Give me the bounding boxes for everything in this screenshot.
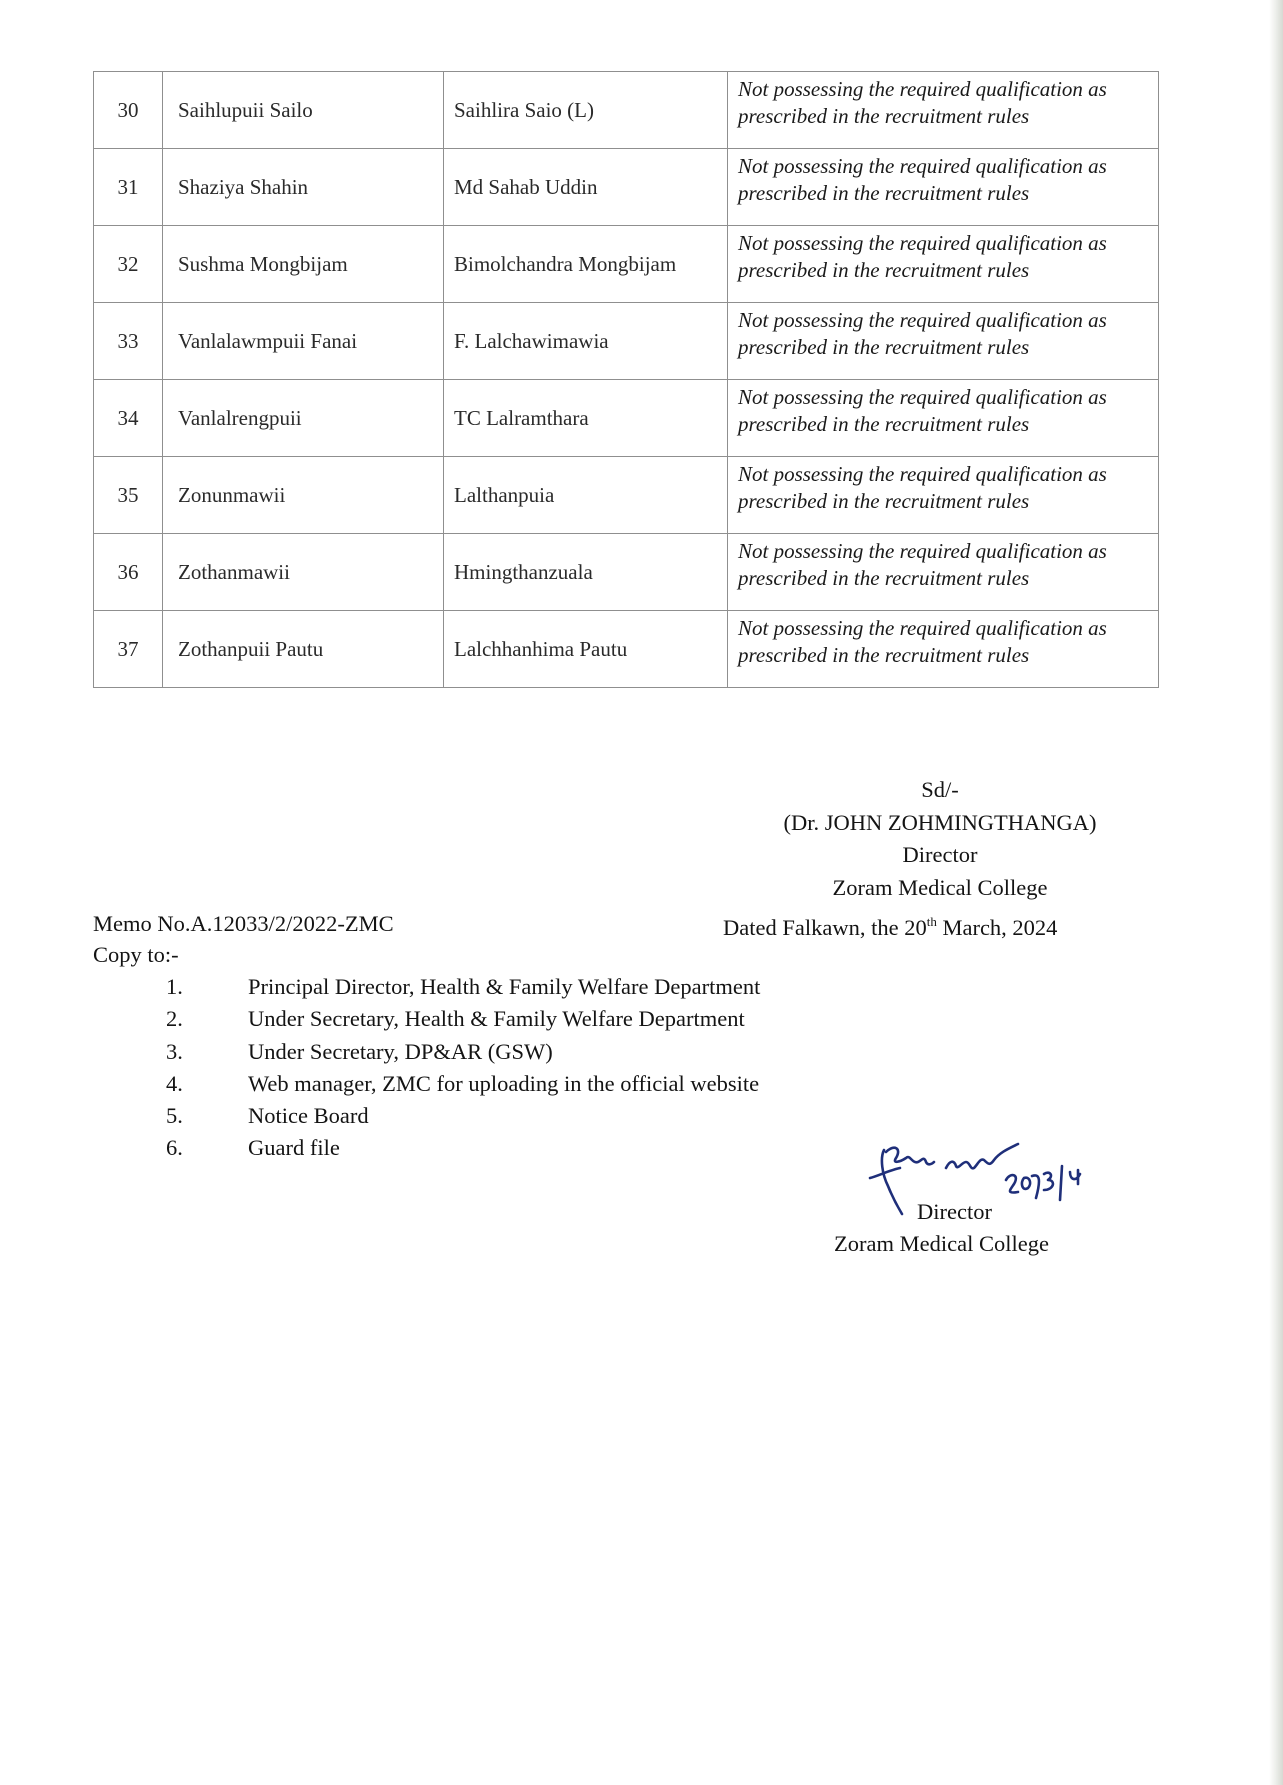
sd-mark: Sd/- — [921, 777, 959, 802]
copy-to-list — [166, 971, 760, 1165]
candidate-name: Vanlalawmpuii Fanai — [163, 303, 444, 380]
copy-to-number: 5. — [166, 1103, 183, 1129]
signature-stroke — [946, 1144, 1018, 1168]
remark — [728, 611, 1159, 688]
table-row — [94, 149, 1159, 226]
table-row — [94, 534, 1159, 611]
father-name: Lalthanpuia — [444, 457, 728, 534]
remark-line: prescribed in the recruitment rules — [738, 181, 1030, 205]
candidate-name: Sushma Mongbijam — [163, 226, 444, 303]
candidate-name: Zonunmawii — [163, 457, 444, 534]
candidate-name: Saihlupuii Sailo — [163, 72, 444, 149]
copy-to-item — [166, 971, 760, 1003]
copy-to-text: Under Secretary, Health & Family Welfare Department — [248, 1006, 745, 1032]
remark-line: Not possessing the required qualification as — [738, 154, 1107, 178]
serial-number: 33 — [94, 303, 163, 380]
copy-to-number: 2. — [166, 1006, 183, 1032]
remark-line: Not possessing the required qualification as — [738, 231, 1107, 255]
signatory-institution: Zoram Medical College — [832, 874, 1048, 900]
dated-suffix: March, 2024 — [936, 915, 1058, 940]
copy-to-text: Guard file — [248, 1135, 340, 1161]
father-name: Hmingthanzuala — [444, 534, 728, 611]
father-name: TC Lalramthara — [444, 380, 728, 457]
father-name: Bimolchandra Mongbijam — [444, 226, 728, 303]
signatory-block — [720, 774, 1160, 904]
remark — [728, 380, 1159, 457]
remark-line: Not possessing the required qualification as — [738, 77, 1107, 101]
remark-line: prescribed in the recruitment rules — [738, 258, 1030, 282]
copy-to-number: 4. — [166, 1070, 183, 1096]
father-name: Saihlira Saio (L) — [444, 72, 728, 149]
candidate-name: Zothanmawii — [163, 534, 444, 611]
copy-to-item — [166, 1132, 760, 1164]
dated-line — [723, 906, 1057, 944]
remark-line: prescribed in the recruitment rules — [738, 643, 1030, 667]
signed-designation: Director — [917, 1199, 992, 1224]
candidate-name: Vanlalrengpuii — [163, 380, 444, 457]
serial-number: 35 — [94, 457, 163, 534]
copy-to-number: 6. — [166, 1135, 183, 1161]
father-name: F. Lalchawimawia — [444, 303, 728, 380]
serial-number: 30 — [94, 72, 163, 149]
remark — [728, 226, 1159, 303]
scan-page-edge — [1269, 0, 1283, 1785]
table-row — [94, 380, 1159, 457]
remark — [728, 457, 1159, 534]
signatory-name: (Dr. JOHN ZOHMINGTHANGA) — [783, 809, 1097, 835]
serial-number: 34 — [94, 380, 163, 457]
copy-to-text: Notice Board — [248, 1103, 369, 1129]
remark-line: prescribed in the recruitment rules — [738, 489, 1030, 513]
copy-to-text: Web manager, ZMC for uploading in the official website — [248, 1070, 760, 1096]
signatory-designation: Director — [902, 842, 978, 867]
copy-to-item — [166, 1100, 760, 1132]
serial-number: 37 — [94, 611, 163, 688]
table-row — [94, 611, 1159, 688]
table-row — [94, 226, 1159, 303]
remark — [728, 303, 1159, 380]
candidates-table — [93, 71, 1159, 688]
memo-number: Memo No.A.12033/2/2022-ZMC — [93, 911, 394, 936]
copy-to-text: Under Secretary, DP&AR (GSW) — [248, 1038, 553, 1064]
serial-number: 36 — [94, 534, 163, 611]
remark-line: Not possessing the required qualification as — [738, 385, 1107, 409]
remark-line: Not possessing the required qualification as — [738, 616, 1107, 640]
signature-date-stroke — [1006, 1166, 1080, 1200]
copy-to-label: Copy to:- — [93, 942, 179, 967]
copy-to-item — [166, 1036, 760, 1068]
father-name: Md Sahab Uddin — [444, 149, 728, 226]
table-row — [94, 72, 1159, 149]
copy-to-item — [166, 1003, 760, 1035]
dated-prefix: Dated Falkawn, the 20 — [723, 915, 927, 940]
candidate-name: Zothanpuii Pautu — [163, 611, 444, 688]
copy-to-number: 1. — [166, 974, 183, 999]
remark-line: Not possessing the required qualification as — [738, 539, 1107, 563]
copy-to-number: 3. — [166, 1038, 183, 1064]
remark-line: Not possessing the required qualification as — [738, 462, 1107, 486]
father-name: Lalchhanhima Pautu — [444, 611, 728, 688]
table-row — [94, 457, 1159, 534]
copy-to-item — [166, 1068, 760, 1100]
remark-line: prescribed in the recruitment rules — [738, 566, 1030, 590]
dated-ordinal: th — [926, 914, 937, 929]
remark-line: prescribed in the recruitment rules — [738, 335, 1030, 359]
serial-number: 32 — [94, 226, 163, 303]
signed-institution: Zoram Medical College — [834, 1231, 1049, 1256]
copy-to-text: Principal Director, Health & Family Welfare Department — [248, 974, 761, 999]
serial-number: 31 — [94, 149, 163, 226]
remark-line: prescribed in the recruitment rules — [738, 412, 1030, 436]
remark — [728, 534, 1159, 611]
remark-line: Not possessing the required qualification as — [738, 308, 1107, 332]
remark — [728, 149, 1159, 226]
remark-line: prescribed in the recruitment rules — [738, 104, 1030, 128]
remark — [728, 72, 1159, 149]
table-row — [94, 303, 1159, 380]
candidate-name: Shaziya Shahin — [163, 149, 444, 226]
